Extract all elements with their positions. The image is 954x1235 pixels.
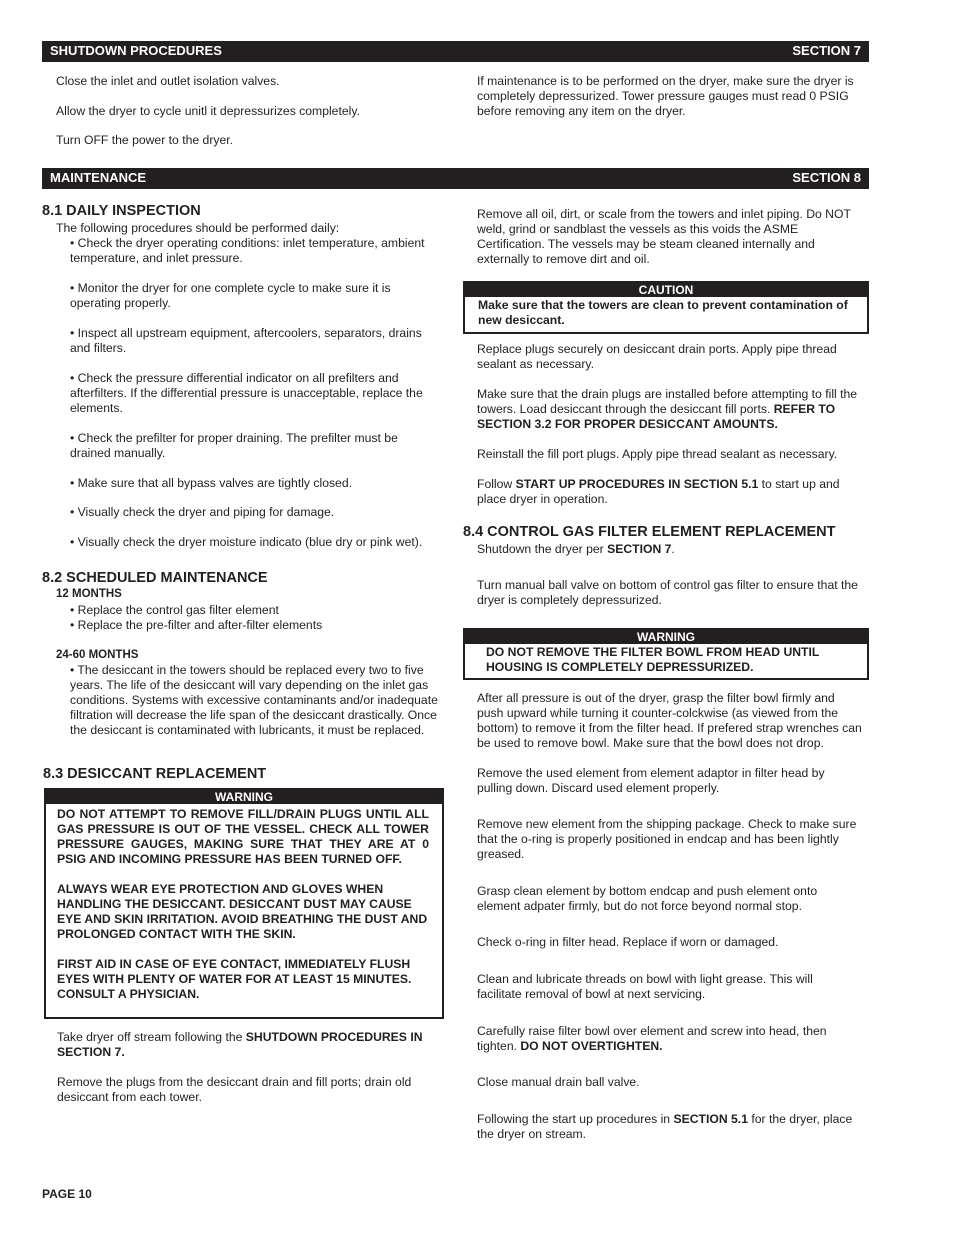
list-item: • Monitor the dryer for one complete cycle to make sure it is operating properly. <box>70 281 391 310</box>
section-title: MAINTENANCE <box>50 170 147 185</box>
caution-text: Make sure that the towers are clean to prevent contamination of new desiccant. <box>478 298 848 327</box>
list-item: • Visually check the dryer moisture indicato (blue dry or pink wet). <box>70 535 423 549</box>
step-text: Replace plugs securely on desiccant drain ports. Apply pipe thread sealant as necessary. <box>477 342 837 371</box>
step-text: Clean and lubricate threads on bowl with light grease. This will facilitate removal of bowl at next servicing. <box>477 972 813 1001</box>
warning-title: WARNING <box>46 790 442 804</box>
step-text: Following the start up procedures in SECTION 5.1 for the dryer, place the dryer on stream. <box>477 1112 853 1141</box>
section-title: SHUTDOWN PROCEDURES <box>50 43 222 58</box>
intro-text: The following procedures should be performed daily: <box>56 221 340 235</box>
warning-box <box>463 628 869 680</box>
shutdown-step: Close the inlet and outlet isolation valves. <box>56 74 280 88</box>
list-item: • The desiccant in the towers should be replaced every two to five years. The life of the desiccant will vary depending on the inlet gas conditions. Systems with excessive contaminants and/or inadequate filtration will decrease the life span of the desiccant drastically. Once the desiccant is contaminated with lubricants, it must be replaced. <box>70 663 438 737</box>
step-text: Reinstall the fill port plugs. Apply pipe thread sealant as necessary. <box>477 447 838 461</box>
shutdown-step: Turn OFF the power to the dryer. <box>56 133 234 147</box>
caution-box <box>463 281 869 334</box>
step-text: Grasp clean element by bottom endcap and push element onto element adpater firmly, but do not force beyond normal stop. <box>477 884 818 913</box>
subsection-heading: 8.4 CONTROL GAS FILTER ELEMENT REPLACEMENT <box>463 524 836 540</box>
step-text: Remove all oil, dirt, or scale from the towers and inlet piping. Do NOT weld, grind or sandblast the vessels as this voids the ASME Certification. The vessels may be steam cleaned internally and externally to remove dirt and oil. <box>477 207 851 266</box>
section-number: SECTION 8 <box>792 170 861 185</box>
warning-title: WARNING <box>465 630 867 644</box>
step-text: Remove the used element from element adaptor in filter head by pulling down. Discard used element properly. <box>477 766 825 795</box>
step-text: Follow START UP PROCEDURES IN SECTION 5.1 to start up and place dryer in operation. <box>477 477 840 506</box>
step-text: Remove new element from the shipping package. Check to make sure that the o-ring is properly positioned in endcap and has been lightly greased. <box>477 817 857 861</box>
warning-text: DO NOT REMOVE THE FILTER BOWL FROM HEAD UNTIL HOUSING IS COMPLETELY DEPRESSURIZED. <box>486 645 820 674</box>
list-item: • Make sure that all bypass valves are tightly closed. <box>70 476 353 490</box>
list-item: • Check the prefilter for proper draining. The prefilter must be drained manually. <box>70 431 398 460</box>
step-text: Shutdown the dryer per SECTION 7. <box>477 542 675 556</box>
list-item: • Replace the control gas filter element <box>70 603 279 617</box>
shutdown-step: Allow the dryer to cycle unitl it depressurizes completely. <box>56 104 360 118</box>
section-number: SECTION 7 <box>792 43 861 58</box>
step-text: Carefully raise filter bowl over element and screw into head, then tighten. DO NOT OVERTIGHTEN. <box>477 1024 827 1053</box>
step-text: Remove the plugs from the desiccant drain and fill ports; drain old desiccant from each tower. <box>57 1075 412 1104</box>
step-text: After all pressure is out of the dryer, grasp the filter bowl firmly and push upward while turning it counter-colckwise (as viewed from the bottom) to remove it from the filter head. If prefered strap wrenches can be used to remove bowl. Make sure that the bowl does not drop. <box>477 691 862 750</box>
interval-label: 24-60 MONTHS <box>56 649 139 661</box>
list-item: • Check the dryer operating conditions: inlet temperature, ambient temperature, and inlet pressure. <box>70 236 425 265</box>
warning-text: DO NOT ATTEMPT TO REMOVE FILL/DRAIN PLUGS UNTIL ALL GAS PRESSURE IS OUT OF THE VESSEL. CHECK ALL TOWER PRESSURE GAUGES, MAKING SURE THAT THEY ARE AT 0 PSIG AND INCOMING PRESSURE HAS BEEN TURNED OFF. <box>57 807 429 866</box>
list-item: • Replace the pre-filter and after-filter elements <box>70 618 323 632</box>
section-7-header <box>42 41 869 62</box>
subsection-heading: 8.3 DESICCANT REPLACEMENT <box>43 766 267 782</box>
step-text: Take dryer off stream following the SHUTDOWN PROCEDURES IN SECTION 7. <box>57 1030 423 1059</box>
page-number: PAGE 10 <box>42 1187 92 1201</box>
subsection-heading: 8.2 SCHEDULED MAINTENANCE <box>42 570 268 586</box>
warning-box <box>44 788 444 1019</box>
section-8-header <box>42 168 869 189</box>
step-text: Close manual drain ball valve. <box>477 1075 640 1089</box>
list-item: • Check the pressure differential indicator on all prefilters and afterfilters. If the differential pressure is unacceptable, replace the elements. <box>70 371 423 415</box>
step-text: Turn manual ball valve on bottom of control gas filter to ensure that the dryer is completely depressurized. <box>477 578 858 607</box>
list-item: • Inspect all upstream equipment, aftercoolers, separators, drains and filters. <box>70 326 422 355</box>
warning-text: ALWAYS WEAR EYE PROTECTION AND GLOVES WHEN HANDLING THE DESICCANT. DESICCANT DUST MAY CAUSE EYE AND SKIN IRRITATION. AVOID BREATHING THE DUST AND PROLONGED CONTACT WITH THE SKIN. <box>57 882 428 941</box>
caution-title: CAUTION <box>465 283 867 297</box>
subsection-heading: 8.1 DAILY INSPECTION <box>42 203 201 219</box>
interval-label: 12 MONTHS <box>56 588 122 600</box>
shutdown-note: If maintenance is to be performed on the dryer, make sure the dryer is completely depressurized. Tower pressure gauges must read 0 PSIG before removing any item on the dryer. <box>477 74 854 118</box>
step-text: Make sure that the drain plugs are installed before attempting to fill the towers. Load desiccant through the desiccant fill ports. REFER TO SECTION 3.2 FOR PROPER DESICCANT AMOUNTS. <box>477 387 858 431</box>
list-item: • Visually check the dryer and piping for damage. <box>70 505 335 519</box>
step-text: Check o-ring in filter head. Replace if worn or damaged. <box>477 935 779 949</box>
warning-text: FIRST AID IN CASE OF EYE CONTACT, IMMEDIATELY FLUSH EYES WITH PLENTY OF WATER FOR AT LEAST 15 MINUTES. CONSULT A PHYSICIAN. <box>57 957 412 1001</box>
